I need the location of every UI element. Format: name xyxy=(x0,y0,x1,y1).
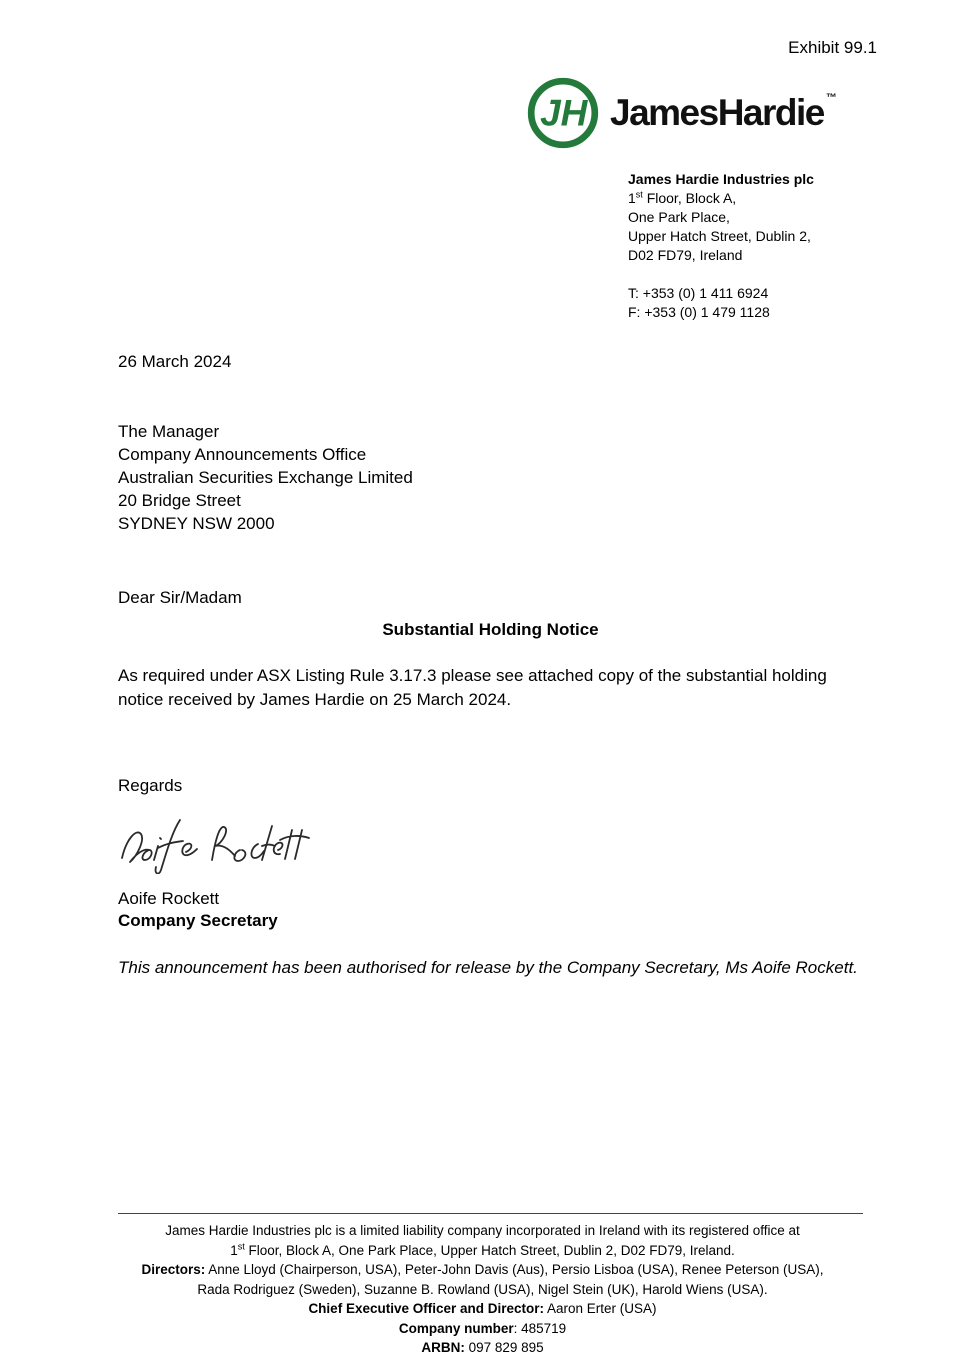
trademark-symbol: ™ xyxy=(825,92,837,104)
sender-address-line-3: Upper Hatch Street, Dublin 2, xyxy=(628,228,811,244)
footer-address-number: 1 xyxy=(230,1242,238,1258)
sender-address-line-4: D02 FD79, Ireland xyxy=(628,247,743,263)
signatory-title: Company Secretary xyxy=(118,911,278,930)
directors-names-1: Anne Lloyd (Chairperson, USA), Peter-John Davis (Aus), Persio Lisboa (USA), Renee Peterson (USA), xyxy=(205,1262,824,1277)
footer-registered-office-line-1: James Hardie Industries plc is a limited liability company incorporated in Ireland with its registered office at xyxy=(165,1223,800,1238)
letter-date: 26 March 2024 xyxy=(118,352,232,371)
brand-wordmark xyxy=(610,76,837,150)
recipient-line: 20 Bridge Street xyxy=(118,491,241,510)
recipient-address-block xyxy=(118,420,413,535)
footer-address-rest: Floor, Block A, One Park Place, Upper Hatch Street, Dublin 2, D02 FD79, Ireland. xyxy=(244,1242,735,1258)
sender-phone: T: +353 (0) 1 411 6924 xyxy=(628,285,769,301)
salutation: Dear Sir/Madam xyxy=(118,588,242,607)
sender-address-line-1 xyxy=(628,189,814,208)
exhibit-label: Exhibit 99.1 xyxy=(788,38,877,57)
footer-divider xyxy=(118,1213,863,1214)
subject-heading: Substantial Holding Notice xyxy=(382,620,599,639)
logo-monogram: JH xyxy=(540,92,588,134)
james-hardie-logo-icon xyxy=(526,76,600,150)
sender-address-block xyxy=(628,170,814,322)
recipient-line: The Manager xyxy=(118,422,220,441)
recipient-line: Australian Securities Exchange Limited xyxy=(118,468,413,487)
footer-address-ordinal: st xyxy=(237,1241,245,1251)
sender-contact xyxy=(628,284,814,322)
signatory-name: Aoife Rockett xyxy=(118,889,220,908)
address-number: 1 xyxy=(628,190,636,206)
footer-company-number-line xyxy=(70,1319,895,1339)
closing: Regards xyxy=(118,776,183,795)
authorisation-statement: This announcement has been authorised for release by the Company Secretary, Ms Aoife Rockett. xyxy=(118,958,858,977)
recipient-line: Company Announcements Office xyxy=(118,445,367,464)
address-ordinal: st xyxy=(635,189,643,200)
arbn-value: 097 829 895 xyxy=(464,1340,544,1355)
footer-registered-office-line-2 xyxy=(70,1241,895,1261)
letter-body: As required under ASX Listing Rule 3.17.3 please see attached copy of the substantial holding notice received by James Hardie on 25 March 2024. xyxy=(118,666,827,709)
arbn-label: ARBN: xyxy=(421,1340,465,1355)
address-rest: Floor, Block A, xyxy=(642,190,737,206)
sender-fax: F: +353 (0) 1 479 1128 xyxy=(628,304,770,320)
brand-text: JamesHardie xyxy=(610,92,824,133)
ceo-name: Aaron Erter (USA) xyxy=(544,1301,657,1316)
footer-ceo-line xyxy=(70,1299,895,1319)
sender-address-line-2: One Park Place, xyxy=(628,209,730,225)
footer-directors-line-1 xyxy=(70,1260,895,1280)
footer-directors-line-2: Rada Rodriguez (Sweden), Suzanne B. Rowland (USA), Nigel Stein (UK), Harold Wiens (USA). xyxy=(197,1281,768,1297)
company-number-value: : 485719 xyxy=(513,1320,567,1336)
sender-company-name: James Hardie Industries plc xyxy=(628,171,814,187)
footer-arbn-line xyxy=(70,1338,895,1358)
directors-label: Directors: xyxy=(141,1262,206,1277)
company-number-label: Company number xyxy=(398,1320,514,1336)
recipient-line: SYDNEY NSW 2000 xyxy=(118,514,275,533)
signature-image xyxy=(116,812,311,874)
footer xyxy=(70,1221,895,1358)
ceo-label: Chief Executive Officer and Director: xyxy=(308,1301,545,1316)
company-logo xyxy=(526,76,837,150)
